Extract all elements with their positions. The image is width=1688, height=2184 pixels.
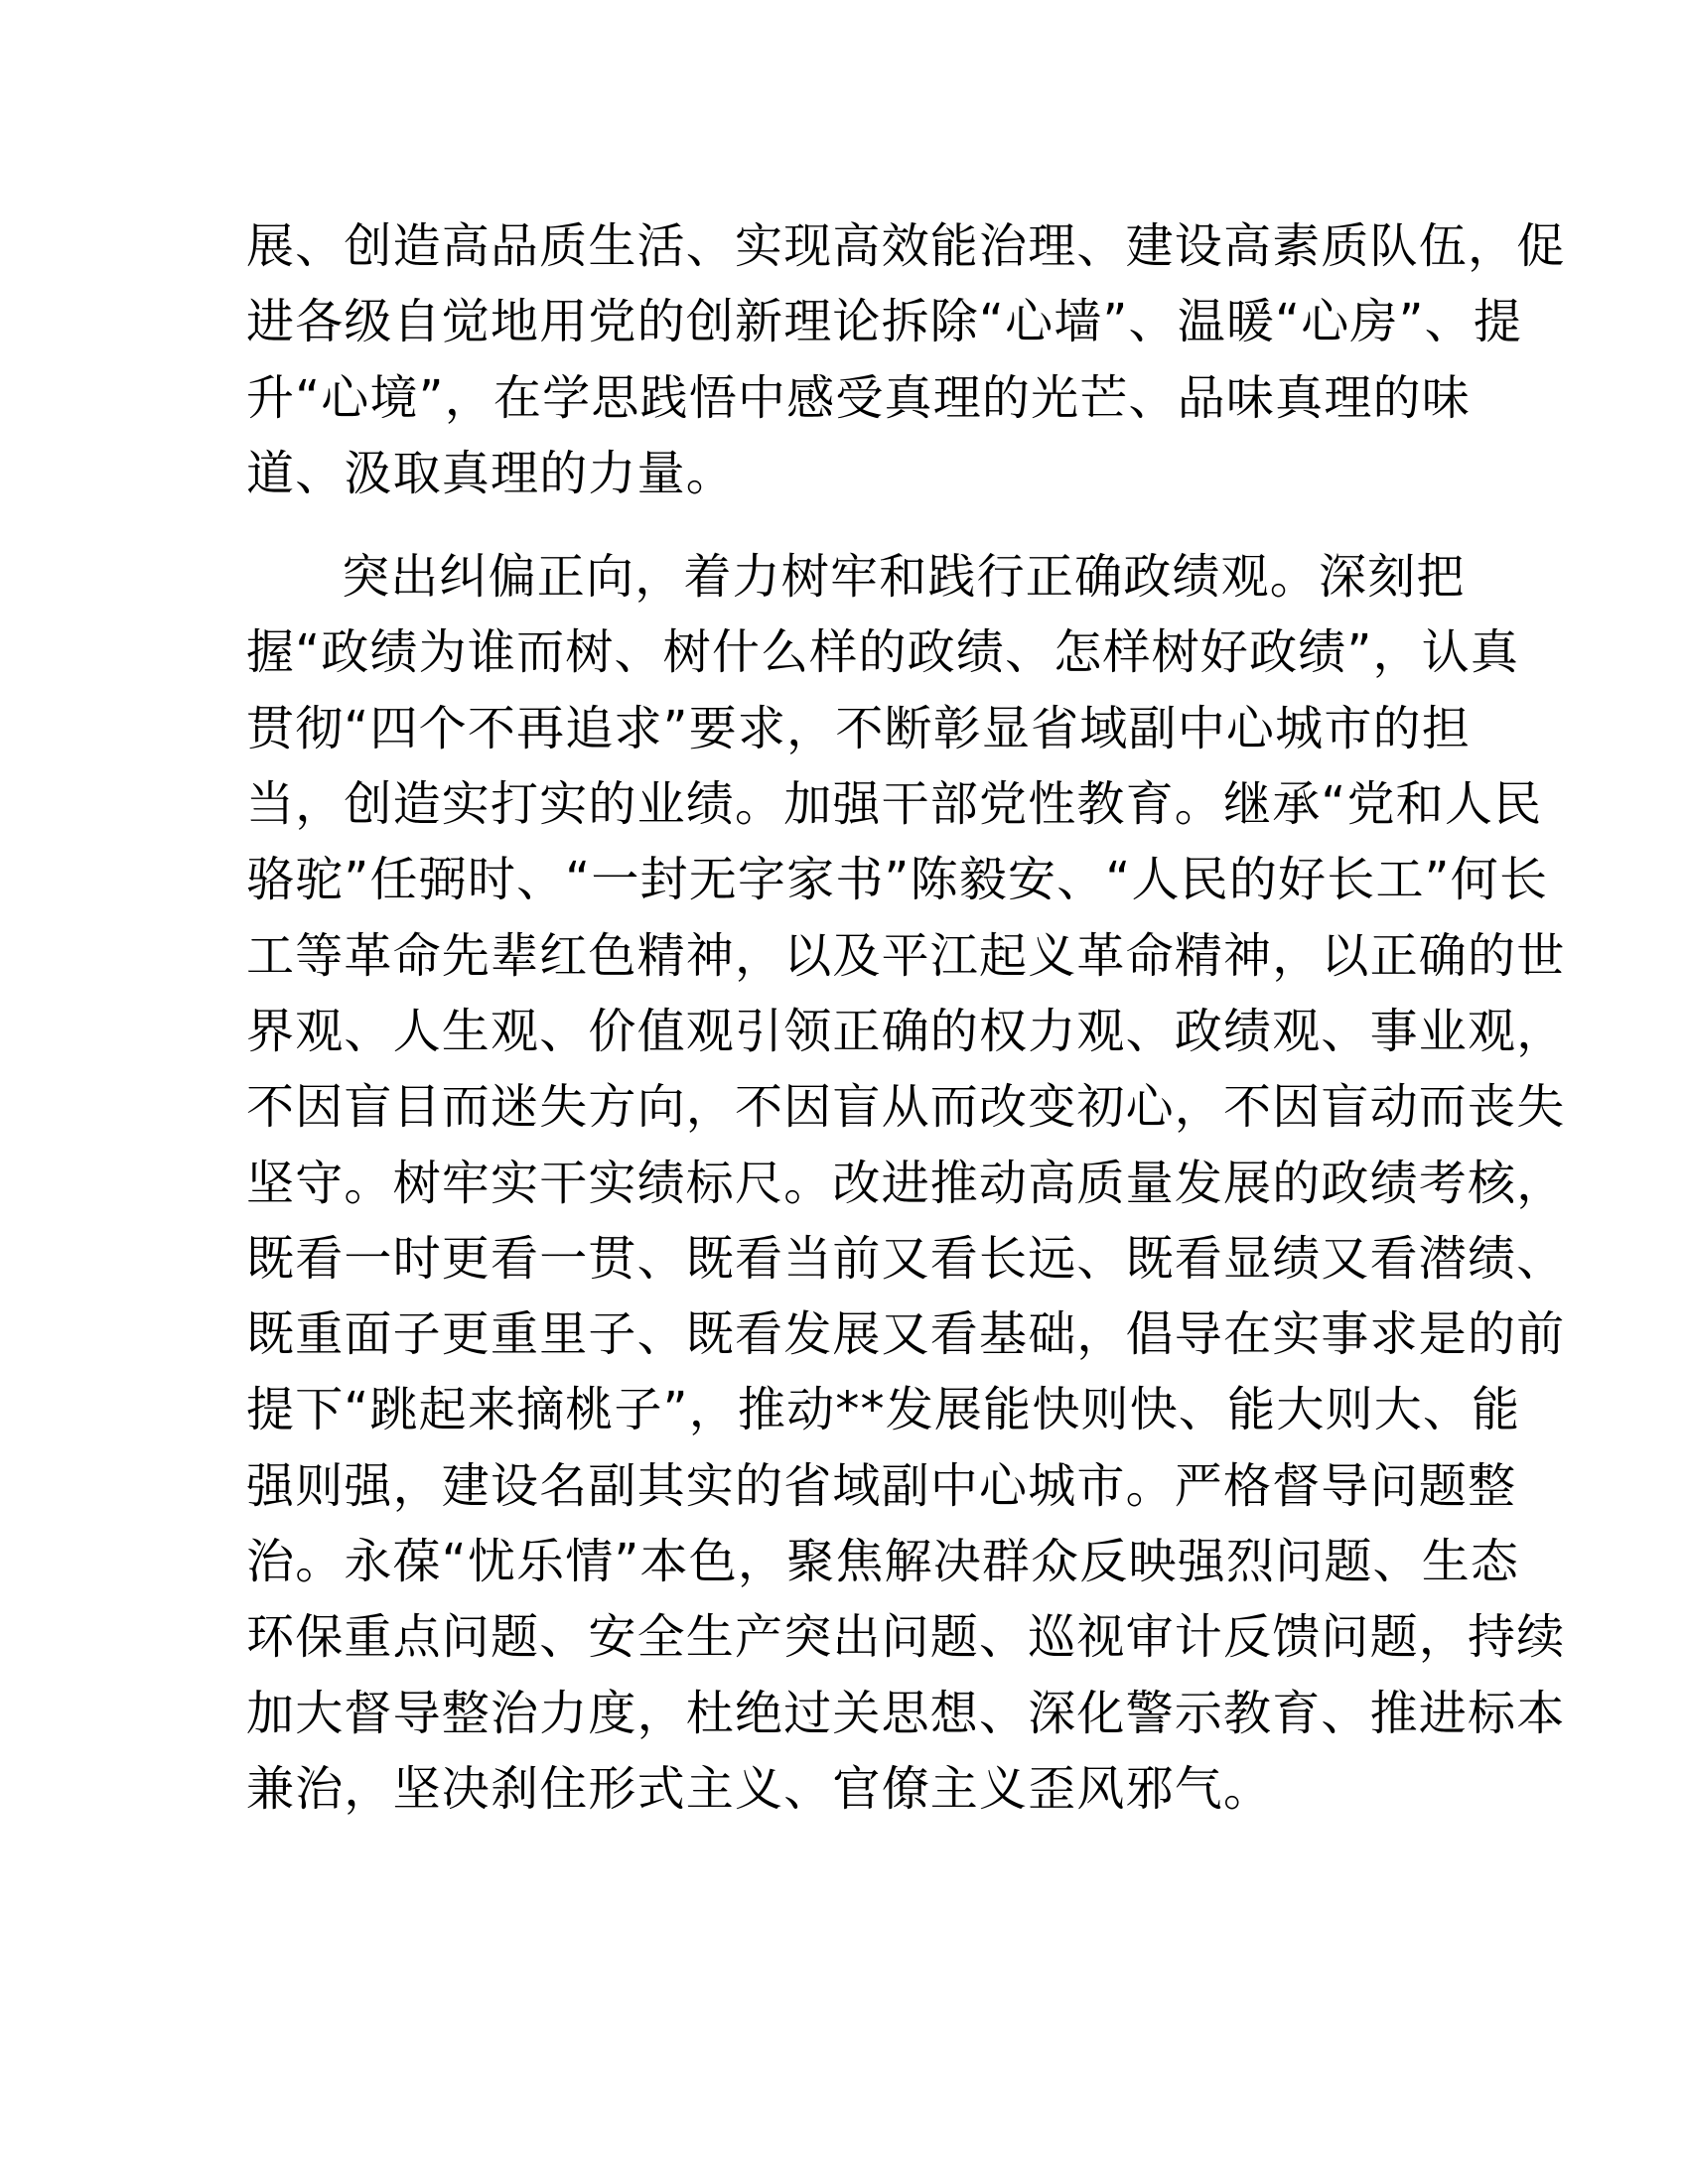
paragraph-2-line-10: 既看一时更看一贯、既看当前又看长远、既看显绩又看潜绩、 <box>246 1230 1566 1287</box>
paragraph-2-line-15: 环保重点问题、安全生产突出问题、巡视审计反馈问题，持续 <box>246 1609 1566 1666</box>
paragraph-1-line-1: 展、创造高品质生活、实现高效能治理、建设高素质队伍，促 <box>246 218 1566 274</box>
paragraph-2-line-13: 强则强，建设名副其实的省域副中心城市。严格督导问题整 <box>246 1457 1517 1514</box>
paragraph-2-line-12: 提下“跳起来摘桃子”，推动**发展能快则快、能大则大、能 <box>246 1382 1521 1438</box>
paragraph-2-line-6: 工等革命先辈红色精神，以及平江起义革命精神，以正确的世 <box>246 927 1566 984</box>
paragraph-2-line-9: 坚守。树牢实干实绩标尺。改进推动高质量发展的政绩考核， <box>246 1155 1566 1211</box>
paragraph-spacer <box>246 511 1448 539</box>
paragraph-2-line-11: 既重面子更重里子、既看发展又看基础，倡导在实事求是的前 <box>246 1306 1566 1363</box>
paragraph-2-line-4: 当，创造实打实的业绩。加强干部党性教育。继承“党和人民 <box>246 776 1543 833</box>
paragraph-1-line-3: 升“心境”，在学思践悟中感受真理的光芒、品味真理的味 <box>246 369 1471 426</box>
paragraph-2-line-8: 不因盲目而迷失方向，不因盲从而改变初心，不因盲动而丧失 <box>246 1079 1566 1136</box>
document-body <box>246 208 1566 1827</box>
paragraph-2-line-2: 握“政绩为谁而树、树什么样的政绩、怎样树好政绩”，认真 <box>246 624 1520 681</box>
paragraph-2-line-5: 骆驼”任弼时、“一封无字家书”陈毅安、“人民的好长工”何长 <box>246 852 1549 908</box>
paragraph-2-line-7: 界观、人生观、价值观引领正确的权力观、政绩观、事业观， <box>246 1003 1566 1059</box>
paragraph-1-line-4: 道、汲取真理的力量。 <box>246 445 736 501</box>
paragraph-2-line-1: 突出纠偏正向，着力树牢和践行正确政绩观。深刻把 <box>342 549 1466 606</box>
paragraph-2-line-3: 贯彻“四个不再追求”要求，不断彰显省域副中心城市的担 <box>246 700 1471 756</box>
paragraph-2-line-14: 治。永葆“忧乐情”本色，聚焦解决群众反映强烈问题、生态 <box>246 1534 1520 1590</box>
paragraph-2-line-16: 加大督导整治力度，杜绝过关思想、深化警示教育、推进标本 <box>246 1685 1566 1741</box>
paragraph-2-line-17: 兼治，坚决刹住形式主义、官僚主义歪风邪气。 <box>246 1760 1273 1817</box>
paragraph-1-line-2: 进各级自觉地用党的创新理论拆除“心墙”、温暖“心房”、提 <box>246 294 1523 350</box>
